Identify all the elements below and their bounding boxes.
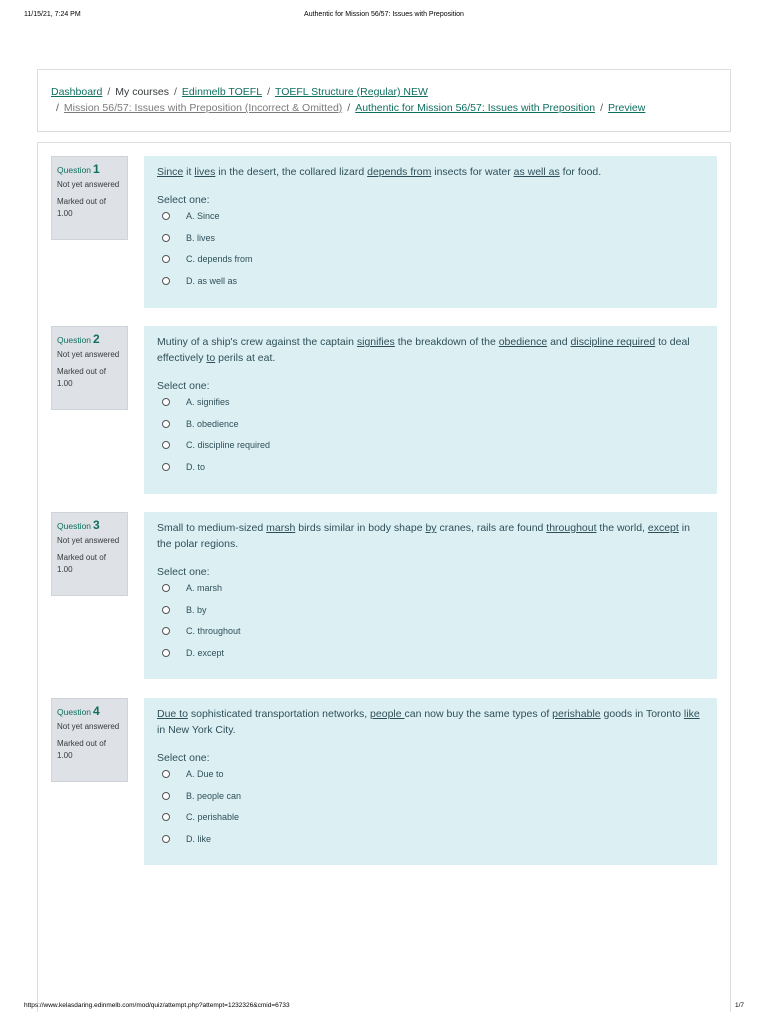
breadcrumb-course-link[interactable]: Edinmelb TOEFL [181,86,263,98]
answer-option-c[interactable] [157,811,704,833]
underlined-option-phrase: lives [194,166,216,178]
radio-button[interactable] [162,813,170,821]
question-text-segment: cranes, rails are found [436,522,547,534]
underlined-option-phrase: depends from [367,166,432,178]
radio-button[interactable] [162,441,170,449]
question-text-segment: in the desert, the collared lizard [215,166,368,178]
radio-button[interactable] [162,255,170,263]
question-grade: Marked out of 1.00 [57,739,106,760]
question-grade: Marked out of 1.00 [57,553,106,574]
answer-label: A. marsh [186,583,223,593]
answer-label: C. discipline required [186,440,271,451]
radio-button[interactable] [162,420,170,428]
question-text-segment: Mutiny of a ship's crew against the captain [157,336,357,348]
radio-button[interactable] [162,398,170,406]
radio-button[interactable] [162,649,170,657]
answer-list [157,210,704,297]
question-num: 1 [93,162,100,176]
answer-option-d[interactable] [157,647,704,669]
breadcrumb-separator: / [107,86,111,98]
answer-label: B. lives [186,232,216,243]
underlined-option-phrase: marsh [266,522,296,534]
radio-button[interactable] [162,835,170,843]
question-content [144,326,717,494]
underlined-option-phrase: Due to [157,708,188,720]
question-label: Question [57,335,92,345]
question-number [57,332,122,346]
answer-option-d[interactable] [157,833,704,855]
answer-option-a[interactable] [157,768,704,790]
select-one-prompt: Select one: [157,380,210,392]
question-text-segment: Small to medium-sized [157,522,267,534]
question-text-segment: insects for water [431,166,514,178]
question-text [157,334,704,366]
question-label: Question [57,521,92,531]
question-number [57,704,122,718]
radio-button[interactable] [162,584,170,592]
question-number [57,518,122,532]
answer-option-a[interactable] [157,396,704,418]
answer-label: D. to [186,462,206,473]
answer-option-d[interactable] [157,275,704,297]
print-header [24,11,744,23]
question-label: Question [57,165,92,175]
breadcrumb-separator: / [347,102,351,114]
answer-option-b[interactable] [157,790,704,812]
breadcrumb-row-1 [51,84,717,100]
answer-label: B. obedience [186,418,239,429]
question-text-segment: in the polar regions. [157,522,690,550]
question-info [51,326,128,410]
answer-list [157,768,704,855]
radio-button[interactable] [162,234,170,242]
question-text-segment: perils at eat. [215,352,276,364]
breadcrumb-quiz-link[interactable]: Authentic for Mission 56/57: Issues with Preposition [355,102,596,114]
underlined-option-phrase: as well as [513,166,560,178]
breadcrumb-dashboard-link[interactable]: Dashboard [51,86,103,98]
underlined-option-phrase: Since [157,166,184,178]
answer-label: A. Due to [186,769,224,779]
question-text-segment: the breakdown of the [394,336,499,348]
breadcrumb [37,69,731,132]
answer-list [157,582,704,669]
underlined-option-phrase: perishable [552,708,601,720]
question-text-segment: it [183,166,195,178]
underlined-option-phrase: throughout [546,522,597,534]
question-text [157,520,704,552]
underlined-option-phrase: like [683,708,700,720]
answer-label: B. people can [186,790,242,801]
radio-button[interactable] [162,627,170,635]
underlined-option-phrase: to [206,352,216,364]
answer-label: C. throughout [186,626,241,637]
breadcrumb-separator: / [600,102,603,114]
answer-option-b[interactable] [157,604,704,626]
breadcrumb-my-courses: My courses [115,86,169,98]
question-state: Not yet answered [57,180,120,189]
question-label: Question [57,707,92,717]
radio-button[interactable] [162,463,170,471]
print-date: 11/15/21, 7:24 PM [24,11,81,18]
answer-label: A. signifies [186,397,230,407]
answer-list [157,396,704,483]
answer-option-c[interactable] [157,439,704,461]
question-state: Not yet answered [57,722,120,731]
question-state: Not yet answered [57,350,120,359]
print-url: https://www.kelasdaring.edinmelb.com/mod/quiz/attempt.php?attempt=1232326&cmid=6733 [24,1002,290,1009]
question-text-segment: the world, [596,522,648,534]
question-text-segment: for food. [559,166,602,178]
breadcrumb-separator: / [173,86,177,98]
radio-button[interactable] [162,606,170,614]
underlined-option-phrase: discipline required [570,336,656,348]
select-one-prompt: Select one: [157,752,210,764]
answer-label: A. Since [186,211,220,221]
underlined-option-phrase: except [647,522,679,534]
answer-label: D. like [186,834,212,845]
question-number [57,162,122,176]
answer-option-b[interactable] [157,418,704,440]
question-text [157,706,704,738]
answer-label: D. as well as [186,276,238,287]
question-content [144,512,717,679]
answer-label: D. except [186,648,225,659]
question-info [51,698,128,782]
underlined-option-phrase: people [370,708,405,720]
print-footer [24,1002,744,1014]
breadcrumb-separator: / [56,102,59,114]
select-one-prompt: Select one: [157,194,210,206]
underlined-option-phrase: by [425,522,437,534]
question-text-segment: and [547,336,571,348]
radio-button[interactable] [162,212,170,220]
radio-button[interactable] [162,770,170,778]
answer-label: C. perishable [186,812,240,823]
underlined-option-phrase: obedience [498,336,548,348]
question-text-segment: sophisticated transportation networks, [187,708,371,720]
question-info [51,156,128,240]
question-state: Not yet answered [57,536,120,545]
question-text-segment: birds similar in body shape [295,522,426,534]
answer-label: C. depends from [186,254,253,265]
question-content [144,156,717,308]
question-num: 3 [93,518,100,532]
question-text-segment: can now buy the same types of [404,708,553,720]
underlined-option-phrase: signifies [356,336,395,348]
answer-option-d[interactable] [157,461,704,483]
answer-option-a[interactable] [157,582,704,604]
print-page-number: 1/7 [734,1002,744,1009]
breadcrumb-section-link[interactable]: TOEFL Structure (Regular) NEW [274,86,428,98]
answer-option-c[interactable] [157,625,704,647]
radio-button[interactable] [162,792,170,800]
select-one-prompt: Select one: [157,566,210,578]
question-text [157,164,704,180]
question-grade: Marked out of 1.00 [57,367,106,388]
answer-label: B. by [186,604,207,615]
question-text-segment: to deal effectively [157,336,690,364]
print-title: Authentic for Mission 56/57: Issues with Preposition [304,11,464,18]
radio-button[interactable] [162,277,170,285]
answer-option-b[interactable] [157,232,704,254]
breadcrumb-separator: / [267,86,270,98]
breadcrumb-mission-link[interactable]: Mission 56/57: Issues with Preposition (Incorrect & Omitted) [63,102,343,114]
breadcrumb-preview-link[interactable]: Preview [608,102,646,114]
answer-option-c[interactable] [157,253,704,275]
question-grade: Marked out of 1.00 [57,197,106,218]
question-text-segment: goods in Toronto [600,708,684,720]
answer-option-a[interactable] [157,210,704,232]
question-text-segment: in New York City. [157,724,236,736]
question-content [144,698,717,865]
breadcrumb-row-2 [51,100,717,116]
question-info [51,512,128,596]
question-num: 4 [93,704,100,718]
question-num: 2 [93,332,100,346]
